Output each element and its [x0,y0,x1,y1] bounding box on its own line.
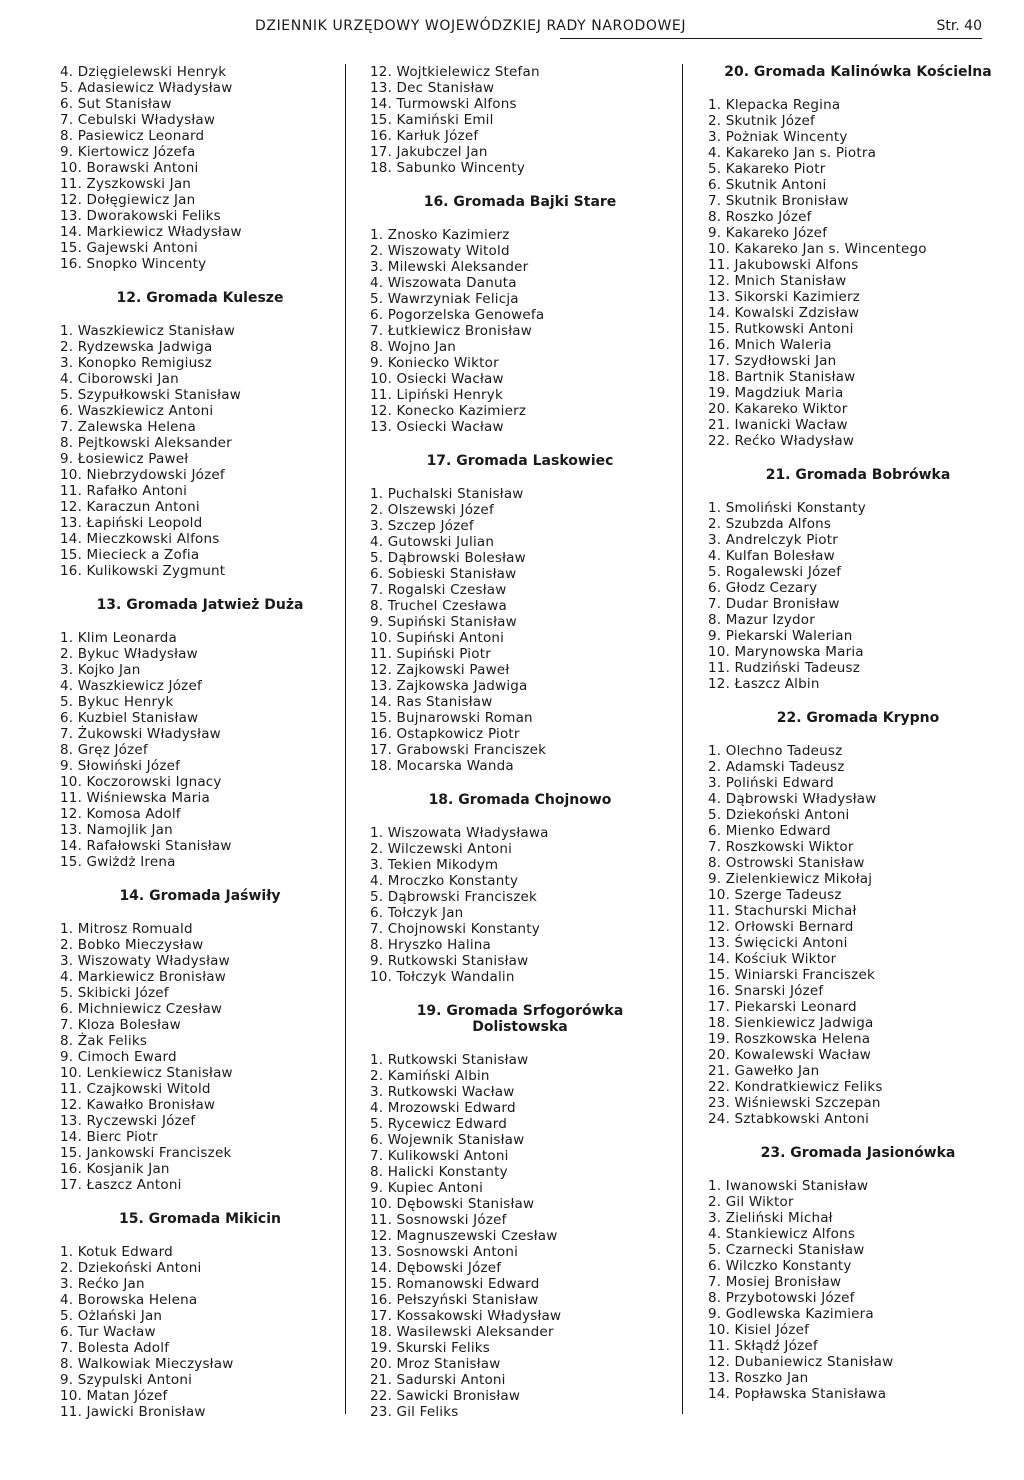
member-list [60,1244,340,1420]
member-entry: 2. Wiszowaty Witold [370,243,510,259]
member-entry: 1. Znosko Kazimierz [370,227,510,243]
member-entry: 2. Olszewski Józef [370,502,494,518]
member-entry: 11. Sosnowski Józef [370,1212,507,1228]
section-title: 13. Gromada Jatwież Duża [96,597,304,613]
section-title: 17. Gromada Laskowiec [426,453,614,469]
member-entry: 1. Klim Leonarda [60,630,178,646]
member-entry: 1. Klepacka Regina [708,97,841,113]
member-entry: 1. Puchalski Stanisław [370,486,524,502]
member-entry: 12. Konecko Kazimierz [370,403,527,419]
member-entry: 13. Święcicki Antoni [708,935,848,951]
member-list [708,97,1008,449]
section-gap [60,1193,340,1211]
member-entry: 13. Dec Stanisław [370,80,495,96]
member-entry: 6. Głodz Cezary [708,580,818,596]
member-entry: 7. Kloza Bolesław [60,1017,181,1033]
member-entry: 10. Osiecki Wacław [370,371,504,387]
member-entry: 4. Kulfan Bolesław [708,548,835,564]
member-entry: 11. Czajkowski Witold [60,1081,211,1097]
member-entry: 10. Supiński Antoni [370,630,505,646]
member-entry: 13. Ryczewski Józef [60,1113,196,1129]
member-entry: 4. Mrozowski Edward [370,1100,516,1116]
member-entry: 6. Waszkiewicz Antoni [60,403,214,419]
member-entry: 6. Kuzbiel Stanisław [60,710,199,726]
member-entry: 10. Marynowska Maria [708,644,864,660]
member-entry: 7. Cebulski Władysław [60,112,216,128]
member-entry: 12. Dołęgiewicz Jan [60,192,196,208]
member-entry: 4. Markiewicz Bronisław [60,969,226,985]
section-title: 20. Gromada Kalinówka Kościelna [724,64,992,80]
member-entry: 11. Rafałko Antoni [60,483,188,499]
gromada-section [60,290,340,579]
member-entry: 1. Rutkowski Stanisław [370,1052,529,1068]
member-entry: 5. Dziekoński Antoni [708,807,850,823]
member-entry: 11. Jakubowski Alfons [708,257,859,273]
member-entry: 15. Rutkowski Antoni [708,321,854,337]
column-divider-2 [682,64,683,1414]
member-entry: 7. Mosiej Bronisław [708,1274,842,1290]
member-entry: 13. Zajkowska Jadwiga [370,678,528,694]
member-entry: 22. Kondratkiewicz Feliks [708,1079,883,1095]
member-entry: 9. Kakareko Józef [708,225,828,241]
section-gap [370,435,670,453]
page-number: Str. 40 [936,18,982,34]
member-entry: 12. Kawałko Bronisław [60,1097,216,1113]
member-entry: 8. Pasiewicz Leonard [60,128,205,144]
member-entry: 12. Wojtkielewicz Stefan [370,64,540,80]
page-header [0,18,1024,42]
member-entry: 23. Wiśniewski Szczepan [708,1095,881,1111]
member-entry: 5. Rycewicz Edward [370,1116,508,1132]
section-gap [60,272,340,290]
member-entry: 14. Dębowski Józef [370,1260,502,1276]
member-entry: 13. Osiecki Wacław [370,419,504,435]
member-entry: 10. Dębowski Stanisław [370,1196,535,1212]
member-entry: 13. Roszko Jan [708,1370,809,1386]
member-entry: 8. Hryszko Halina [370,937,492,953]
member-entry: 7. Chojnowski Konstanty [370,921,540,937]
member-list [370,64,670,176]
member-entry: 18. Bartnik Stanisław [708,369,856,385]
member-entry: 12. Zajkowski Paweł [370,662,510,678]
gromada-section [60,597,340,870]
member-entry: 2. Kamiński Albin [370,1068,490,1084]
member-entry: 2. Adamski Tadeusz [708,759,845,775]
member-entry: 15. Bujnarowski Roman [370,710,533,726]
member-entry: 17. Piekarski Leonard [708,999,857,1015]
member-entry: 16. Ostapkowicz Piotr [370,726,520,742]
gromada-section [60,1211,340,1420]
member-list [60,64,340,272]
member-entry: 6. Michniewicz Czesław [60,1001,223,1017]
member-entry: 22. Rećko Władysław [708,433,855,449]
section-title: 23. Gromada Jasionówka [760,1145,956,1161]
member-entry: 9. Piekarski Walerian [708,628,853,644]
member-entry: 3. Konopko Remigiusz [60,355,212,371]
member-entry: 6. Pogorzelska Genowefa [370,307,545,323]
member-entry: 1. Smoliński Konstanty [708,500,866,516]
member-entry: 18. Sabunko Wincenty [370,160,526,176]
member-list [370,825,670,985]
member-entry: 3. Pożniak Wincenty [708,129,848,145]
member-entry: 4. Waszkiewicz Józef [60,678,202,694]
member-entry: 8. Przybotowski Józef [708,1290,855,1306]
gromada-section [370,1003,670,1420]
column-1 [60,64,340,1464]
member-entry: 2. Dziekoński Antoni [60,1260,202,1276]
member-entry: 3. Rećko Jan [60,1276,145,1292]
gromada-section [60,64,340,272]
member-entry: 13. Namojlik Jan [60,822,173,838]
member-entry: 1. Kotuk Edward [60,1244,173,1260]
member-entry: 6. Mienko Edward [708,823,831,839]
member-entry: 12. Dubaniewicz Stanisław [708,1354,894,1370]
member-entry: 4. Wiszowata Danuta [370,275,517,291]
header-rule [560,38,982,39]
member-entry: 9. Łosiewicz Paweł [60,451,189,467]
member-entry: 11. Zyszkowski Jan [60,176,192,192]
member-entry: 9. Supiński Stanisław [370,614,517,630]
member-list [370,1052,670,1420]
member-list [708,743,1008,1127]
member-entry: 6. Tołczyk Jan [370,905,464,921]
member-entry: 2. Gil Wiktor [708,1194,794,1210]
member-entry: 5. Kakareko Piotr [708,161,826,177]
member-entry: 5. Rogalewski Józef [708,564,842,580]
member-entry: 4. Ciborowski Jan [60,371,179,387]
member-entry: 15. Gwiżdż Irena [60,854,176,870]
member-entry: 13. Dworakowski Feliks [60,208,221,224]
member-entry: 6. Sut Stanisław [60,96,172,112]
member-entry: 21. Gawełko Jan [708,1063,820,1079]
member-entry: 21. Iwanicki Wacław [708,417,848,433]
member-entry: 15. Winiarski Franciszek [708,967,875,983]
column-divider-1 [345,64,346,1414]
member-entry: 1. Mitrosz Romuald [60,921,193,937]
member-entry: 12. Magnuszewski Czesław [370,1228,558,1244]
member-entry: 8. Żak Feliks [60,1033,148,1049]
member-entry: 11. Wiśniewska Maria [60,790,210,806]
member-entry: 4. Borowska Helena [60,1292,198,1308]
member-entry: 15. Gajewski Antoni [60,240,198,256]
member-entry: 9. Zielenkiewicz Mikołaj [708,871,873,887]
member-entry: 19. Magdziuk Maria [708,385,844,401]
member-entry: 13. Sosnowski Antoni [370,1244,519,1260]
member-entry: 8. Ostrowski Stanisław [708,855,865,871]
member-entry: 21. Sadurski Antoni [370,1372,506,1388]
member-entry: 6. Skutnik Antoni [708,177,827,193]
member-entry: 8. Roszko Józef [708,209,812,225]
member-entry: 7. Roszkowski Wiktor [708,839,854,855]
member-list [708,500,1008,692]
member-entry: 3. Kojko Jan [60,662,141,678]
member-entry: 3. Milewski Aleksander [370,259,529,275]
column-3 [708,64,1008,1464]
member-entry: 4. Stankiewicz Alfons [708,1226,856,1242]
member-entry: 2. Skutnik Józef [708,113,815,129]
member-entry: 12. Orłowski Bernard [708,919,854,935]
section-title: 12. Gromada Kulesze [116,290,284,306]
member-entry: 2. Bobko Mieczysław [60,937,204,953]
member-entry: 3. Poliński Edward [708,775,834,791]
section-title: 14. Gromada Jaświły [119,888,281,904]
gromada-section [370,64,670,176]
member-entry: 15. Kamiński Emil [370,112,494,128]
member-entry: 14. Popławska Stanisława [708,1386,887,1402]
section-gap [708,449,1008,467]
member-entry: 7. Kulikowski Antoni [370,1148,509,1164]
member-entry: 12. Karaczun Antoni [60,499,200,515]
section-gap [708,692,1008,710]
member-entry: 11. Lipiński Henryk [370,387,503,403]
member-entry: 5. Dąbrowski Franciszek [370,889,538,905]
member-entry: 9. Rutkowski Stanisław [370,953,529,969]
member-entry: 3. Tekien Mikodym [370,857,499,873]
member-entry: 14. Rafałowski Stanisław [60,838,232,854]
member-entry: 5. Dąbrowski Bolesław [370,550,526,566]
member-entry: 17. Szydłowski Jan [708,353,837,369]
member-entry: 8. Mazur Izydor [708,612,816,628]
member-entry: 10. Kakareko Jan s. Wincentego [708,241,927,257]
member-entry: 10. Szerge Tadeusz [708,887,842,903]
member-entry: 24. Sztabkowski Antoni [708,1111,870,1127]
member-entry: 6. Wojewnik Stanisław [370,1132,525,1148]
member-entry: 2. Szubzda Alfons [708,516,832,532]
member-entry: 11. Supiński Piotr [370,646,491,662]
member-entry: 4. Dzięgielewski Henryk [60,64,227,80]
member-entry: 7. Dudar Bronisław [708,596,840,612]
member-entry: 4. Gutowski Julian [370,534,495,550]
member-entry: 9. Godlewska Kazimiera [708,1306,874,1322]
member-entry: 9. Koniecko Wiktor [370,355,499,371]
section-title: 22. Gromada Krypno [776,710,940,726]
gromada-section [708,467,1008,692]
member-list [60,921,340,1193]
member-entry: 11. Skłądź Józef [708,1338,818,1354]
member-entry: 20. Kakareko Wiktor [708,401,848,417]
member-entry: 8. Wojno Jan [370,339,457,355]
gromada-section [60,888,340,1193]
member-entry: 11. Rudziński Tadeusz [708,660,860,676]
member-entry: 16. Kosjanik Jan [60,1161,170,1177]
member-entry: 18. Wasilewski Aleksander [370,1324,554,1340]
member-list [708,1178,1008,1402]
member-entry: 16. Pełszyński Stanisław [370,1292,539,1308]
member-entry: 8. Truchel Czesława [370,598,507,614]
section-title: 19. Gromada Srfogorówka Dolistowska [416,1003,624,1035]
member-entry: 3. Zieliński Michał [708,1210,833,1226]
member-entry: 19. Roszkowska Helena [708,1031,871,1047]
member-entry: 7. Skutnik Bronisław [708,193,849,209]
member-entry: 5. Czarnecki Stanisław [708,1242,865,1258]
member-list [370,227,670,435]
member-entry: 2. Rydzewska Jadwiga [60,339,213,355]
member-entry: 8. Gręz Józef [60,742,148,758]
member-entry: 6. Tur Wacław [60,1324,156,1340]
member-entry: 12. Komosa Adolf [60,806,181,822]
gromada-section [370,194,670,435]
member-entry: 4. Mroczko Konstanty [370,873,519,889]
member-entry: 8. Pejtkowski Aleksander [60,435,232,451]
member-entry: 10. Koczorowski Ignacy [60,774,222,790]
gromada-section [708,1145,1008,1402]
member-entry: 5. Wawrzyniak Felicja [370,291,519,307]
member-entry: 1. Wiszowata Władysława [370,825,549,841]
member-entry: 10. Niebrzydowski Józef [60,467,225,483]
member-entry: 19. Skurski Feliks [370,1340,491,1356]
section-gap [60,579,340,597]
member-entry: 9. Cimoch Eward [60,1049,177,1065]
member-entry: 14. Kościuk Wiktor [708,951,837,967]
member-entry: 17. Jakubczel Jan [370,144,488,160]
member-entry: 17. Grabowski Franciszek [370,742,547,758]
member-entry: 6. Wilczko Konstanty [708,1258,852,1274]
gromada-section [708,710,1008,1127]
member-entry: 22. Sawicki Bronisław [370,1388,521,1404]
section-gap [370,774,670,792]
member-entry: 9. Kiertowicz Józefa [60,144,196,160]
member-entry: 7. Rogalski Czesław [370,582,507,598]
member-entry: 9. Słowiński Józef [60,758,181,774]
member-entry: 16. Kulikowski Zygmunt [60,563,226,579]
member-entry: 17. Kossakowski Władysław [370,1308,562,1324]
section-gap [370,176,670,194]
member-entry: 10. Tołczyk Wandalin [370,969,515,985]
member-entry: 16. Snarski Józef [708,983,824,999]
member-entry: 15. Jankowski Franciszek [60,1145,232,1161]
member-entry: 14. Bierc Piotr [60,1129,158,1145]
member-entry: 14. Kowalski Zdzisław [708,305,860,321]
member-entry: 11. Jawicki Bronisław [60,1404,206,1420]
member-entry: 13. Sikorski Kazimierz [708,289,861,305]
member-entry: 14. Markiewicz Władysław [60,224,242,240]
member-entry: 10. Lenkiewicz Stanisław [60,1065,233,1081]
section-gap [370,985,670,1003]
member-entry: 8. Walkowiak Mieczysław [60,1356,234,1372]
member-entry: 5. Adasiewicz Władysław [60,80,233,96]
member-entry: 7. Bolesta Adolf [60,1340,170,1356]
member-entry: 10. Kisiel Józef [708,1322,810,1338]
member-entry: 13. Łapiński Leopold [60,515,203,531]
member-entry: 5. Skibicki Józef [60,985,169,1001]
member-entry: 9. Kupiec Antoni [370,1180,484,1196]
section-title: 18. Gromada Chojnowo [428,792,612,808]
gromada-section [370,453,670,774]
member-entry: 11. Stachurski Michał [708,903,857,919]
member-entry: 4. Dąbrowski Władysław [708,791,877,807]
section-title: 15. Gromada Mikicin [119,1211,281,1227]
member-entry: 12. Mnich Stanisław [708,273,847,289]
member-entry: 16. Mnich Waleria [708,337,832,353]
member-entry: 14. Mieczkowski Alfons [60,531,220,547]
member-entry: 12. Łaszcz Albin [708,676,820,692]
section-gap [60,870,340,888]
member-entry: 14. Ras Stanisław [370,694,493,710]
member-entry: 1. Waszkiewicz Stanisław [60,323,235,339]
member-entry: 3. Andrelczyk Piotr [708,532,838,548]
member-entry: 18. Sienkiewicz Jadwiga [708,1015,874,1031]
gromada-section [370,792,670,985]
member-entry: 16. Snopko Wincenty [60,256,207,272]
member-entry: 10. Matan Józef [60,1388,168,1404]
section-title: 16. Gromada Bajki Stare [423,194,617,210]
member-entry: 5. Szypułkowski Stanisław [60,387,241,403]
member-entry: 7. Zalewska Helena [60,419,196,435]
member-entry: 3. Szczep Józef [370,518,474,534]
member-entry: 20. Mroz Stanisław [370,1356,501,1372]
member-entry: 7. Żukowski Władysław [60,726,221,742]
member-list [60,630,340,870]
member-entry: 3. Wiszowaty Władysław [60,953,230,969]
member-entry: 10. Borawski Antoni [60,160,199,176]
gromada-section [708,64,1008,449]
member-entry: 2. Bykuc Władysław [60,646,198,662]
member-entry: 9. Szypulski Antoni [60,1372,193,1388]
member-entry: 14. Turmowski Alfons [370,96,517,112]
member-entry: 6. Sobieski Stanisław [370,566,517,582]
column-2 [370,64,670,1464]
member-entry: 15. Romanowski Edward [370,1276,540,1292]
member-list [370,486,670,774]
member-entry: 15. Miecieck a Zofia [60,547,200,563]
member-entry: 16. Karłuk Józef [370,128,479,144]
member-entry: 7. Łutkiewicz Bronisław [370,323,532,339]
member-entry: 5. Bykuc Henryk [60,694,174,710]
member-entry: 1. Iwanowski Stanisław [708,1178,869,1194]
member-entry: 23. Gil Feliks [370,1404,459,1420]
member-entry: 1. Olechno Tadeusz [708,743,843,759]
member-entry: 20. Kowalewski Wacław [708,1047,872,1063]
section-title: 21. Gromada Bobrówka [765,467,951,483]
member-entry: 3. Rutkowski Wacław [370,1084,515,1100]
member-list [60,323,340,579]
member-entry: 8. Halicki Konstanty [370,1164,508,1180]
member-entry: 17. Łaszcz Antoni [60,1177,182,1193]
member-entry: 5. Ożlański Jan [60,1308,163,1324]
member-entry: 4. Kakareko Jan s. Piotra [708,145,877,161]
section-gap [708,1127,1008,1145]
member-entry: 2. Wilczewski Antoni [370,841,513,857]
journal-title: DZIENNIK URZĘDOWY WOJEWÓDZKIEJ RADY NARODOWEJ [255,18,687,34]
member-entry: 18. Mocarska Wanda [370,758,514,774]
